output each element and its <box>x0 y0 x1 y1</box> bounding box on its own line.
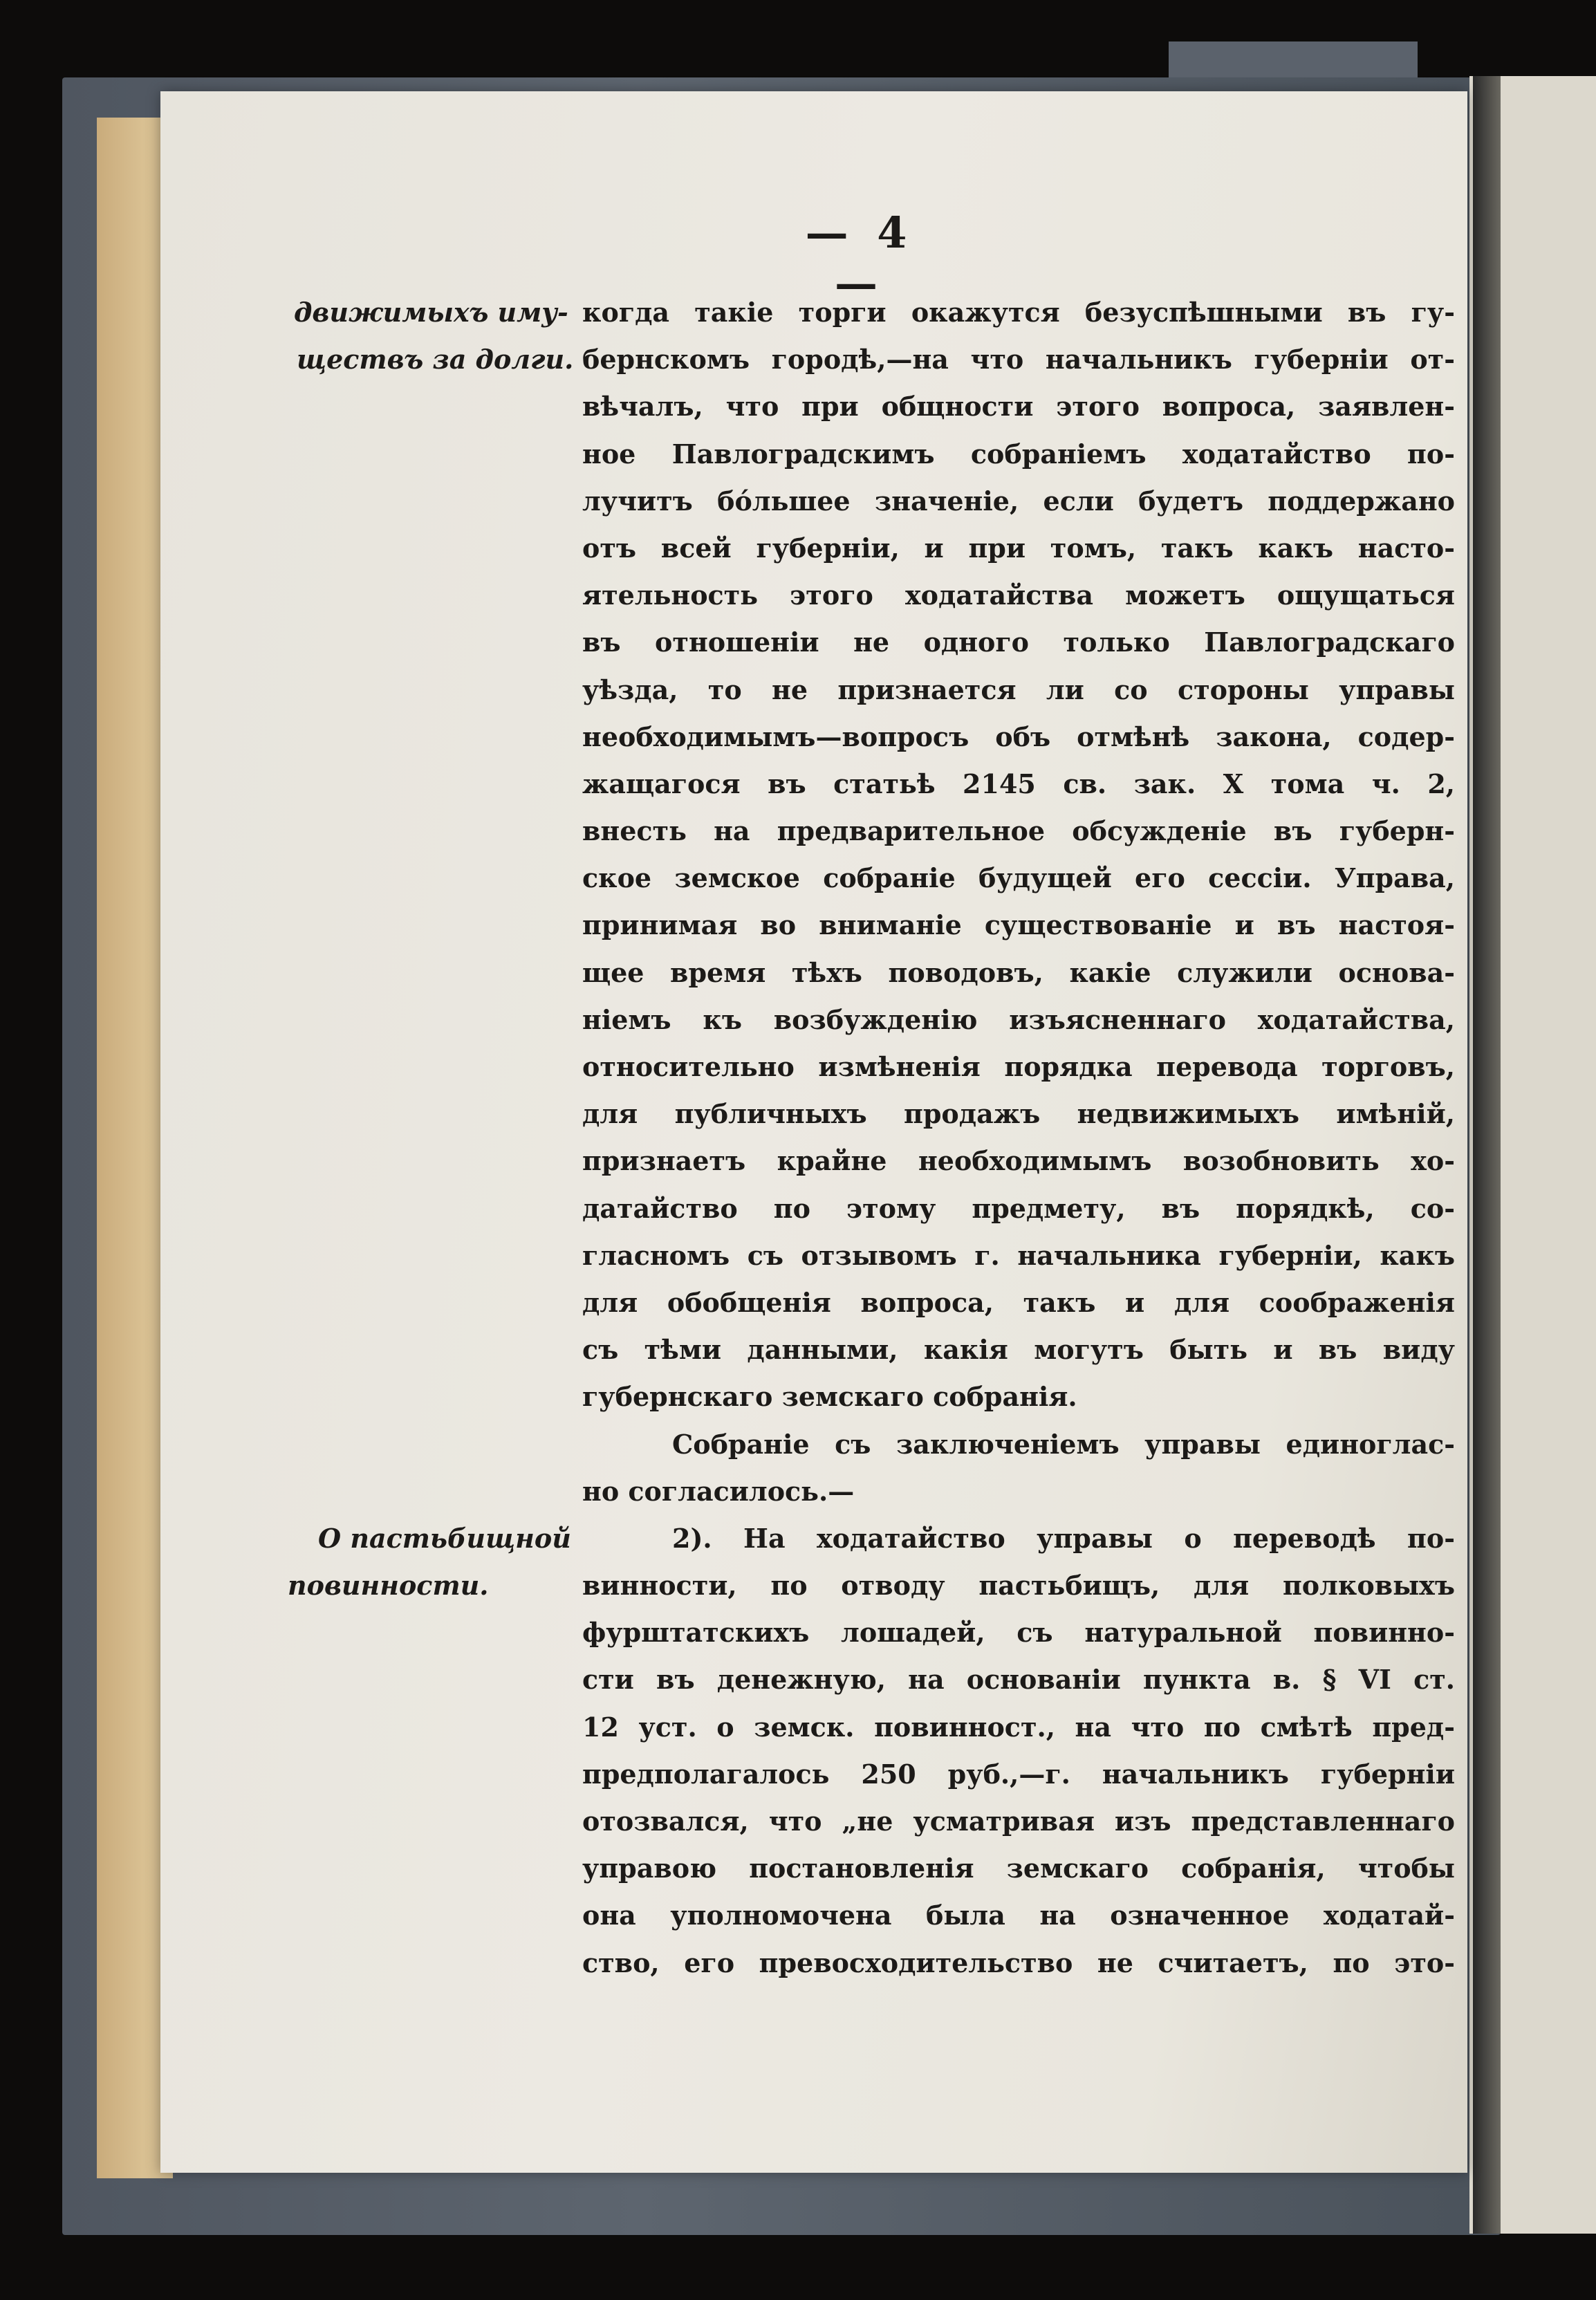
text-line: относительно измѣненія порядка перевода торговъ, <box>582 1051 1455 1082</box>
text-line: съ тѣми данными, какія могутъ быть и въ виду <box>582 1334 1455 1366</box>
text-line: бернскомъ городѣ,—на что начальникъ губерніи от- <box>582 344 1455 375</box>
text-line: ское земское собраніе будущей его сессіи. Управа, <box>582 862 1455 894</box>
margin-note-line: О пастьбищной <box>318 1523 571 1554</box>
text-line: принимая во вниманіе существованіе и въ настоя- <box>582 909 1455 941</box>
text-line: управою постановленія земскаго собранія, чтобы <box>582 1853 1455 1884</box>
text-line: датайство по этому предмету, въ порядкѣ, со- <box>582 1192 1455 1224</box>
text-line: винности, по отводу пастьбищъ, для полковыхъ <box>582 1570 1455 1602</box>
text-line: предполагалось 250 руб.,—г. начальникъ губерніи <box>582 1758 1455 1790</box>
text-line: гласномъ съ отзывомъ г. начальника губерніи, какъ <box>582 1239 1455 1271</box>
text-line: внесть на предварительное обсужденіе въ губерн- <box>582 815 1455 847</box>
text-line: фурштатскихъ лошадей, съ натуральной повинно- <box>582 1617 1455 1649</box>
text-line: ное Павлоградскимъ собраніемъ ходатайство по- <box>582 438 1455 470</box>
text-line: ятельность этого ходатайства можетъ ощущаться <box>582 579 1455 611</box>
text-line: она уполномочена была на означенное ходатай- <box>582 1900 1455 1931</box>
text-line: признаетъ крайне необходимымъ возобновить хо- <box>582 1145 1455 1177</box>
text-line: 12 уст. о земск. повинност., на что по смѣтѣ пред- <box>582 1711 1455 1743</box>
text-line: для обобщенія вопроса, такъ и для соображенія <box>582 1286 1455 1318</box>
page-gutter-shadow <box>1473 76 1501 2234</box>
text-line: сти въ денежную, на основаніи пункта в. § VI ст. <box>582 1664 1455 1696</box>
text-line: уѣзда, то не признается ли со стороны управы <box>582 674 1455 705</box>
text-line: Собраніе съ заключеніемъ управы единоглас- <box>672 1428 1455 1460</box>
margin-note-property-sale <box>294 289 573 383</box>
text-line: губернскаго земскаго собранія. <box>582 1381 1077 1413</box>
page-number: — 4 — <box>805 207 914 308</box>
text-line: лучитъ бо́льшее значеніе, если будетъ поддержано <box>582 485 1455 517</box>
text-line: щее время тѣхъ поводовъ, какіе служили основа- <box>582 956 1455 988</box>
margin-note-line: ществъ за долги. <box>297 344 574 375</box>
text-line: вѣчалъ, что при общности этого вопроса, заявлен- <box>582 391 1455 423</box>
text-line: жащагося въ статьѣ 2145 св. зак. X тома ч. 2, <box>582 768 1455 799</box>
margin-note-line: повинности. <box>288 1570 489 1602</box>
text-line: для публичныхъ продажъ недвижимыхъ имѣній, <box>582 1098 1455 1130</box>
text-line: 2). На ходатайство управы о переводѣ по- <box>672 1522 1455 1554</box>
margin-note-pasture-duty <box>288 1515 571 1609</box>
text-line: отозвался, что „не усматривая изъ представленнаго <box>582 1806 1455 1837</box>
text-line: отъ всей губерніи, и при томъ, такъ какъ насто- <box>582 532 1455 564</box>
text-line: ніемъ къ возбужденію изъясненнаго ходатайства, <box>582 1003 1455 1035</box>
text-line: необходимымъ—вопросъ объ отмѣнѣ закона, содер- <box>582 721 1455 752</box>
body-text <box>582 289 1455 1987</box>
margin-note-line: движимыхъ иму- <box>294 297 568 328</box>
text-line: въ отношеніи не одного только Павлоградскаго <box>582 627 1455 658</box>
text-line: но согласилось.— <box>582 1475 855 1507</box>
text-line: когда такіе торги окажутся безуспѣшными въ гу- <box>582 297 1455 328</box>
text-line: ство, его превосходительство не считаетъ, по это- <box>582 1947 1455 1978</box>
